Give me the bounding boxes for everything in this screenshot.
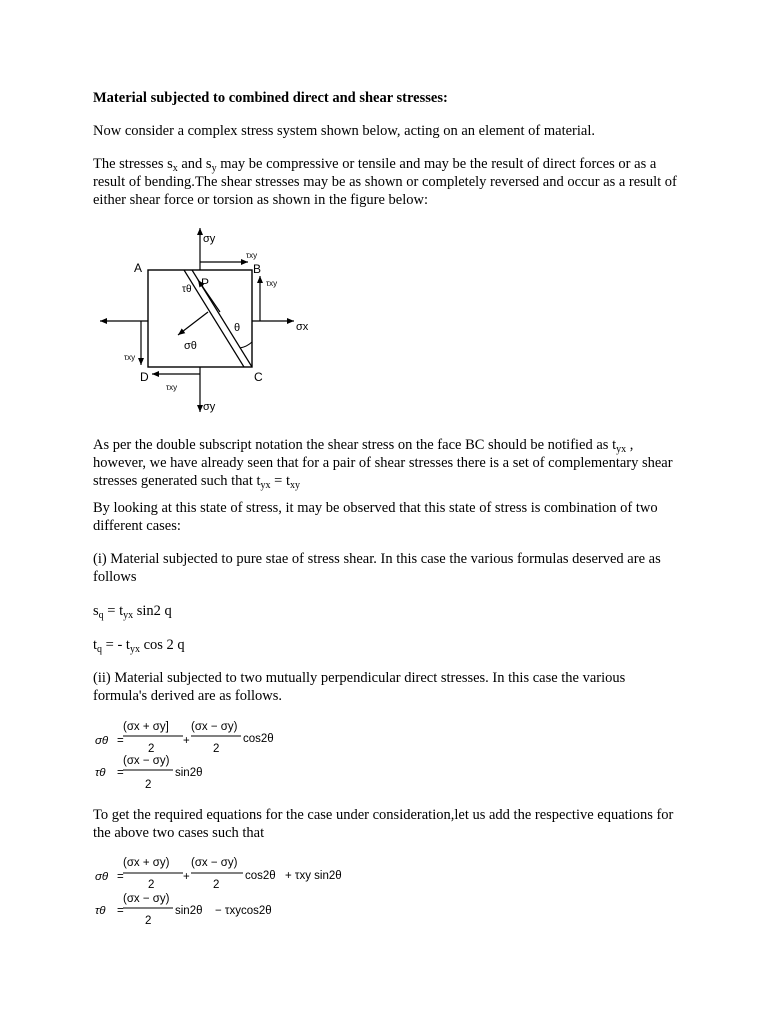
equals-sign: = (117, 905, 124, 917)
denominator: 2 (145, 915, 152, 927)
sigma-theta-symbol: σθ (95, 735, 109, 747)
sigma-theta-label: σθ (184, 340, 197, 352)
plus-sign: + (183, 735, 190, 747)
tau-xy-sin-term: + τxy sin2θ (285, 870, 342, 882)
stresses-paragraph: The stresses $s_x$ and $s_y$ may be compressive or tensile and may be the result of direct forces or as a result of bending.The shear stresses may be as shown or completely reversed and occur as a result of either shear force or torsion as shown in the figure below: (93, 156, 677, 208)
section-heading: Material subjected to combined direct and shear stresses: (93, 90, 448, 106)
tau-xy-cos-term: − τxycos2θ (215, 905, 272, 917)
theta-label: θ (234, 322, 241, 334)
plus-sign: + (183, 871, 190, 883)
numerator-sum: (σx + σy] (123, 721, 169, 733)
combination-paragraph: By looking at this state of stress, it may be observed that this state of stress is combination of two different cases: (93, 500, 658, 534)
tau-theta-label: τθ (182, 284, 192, 295)
formula-block-case-ii (93, 712, 353, 794)
sigma-q-equation: $s_q = t_{yx}$ sin2 q (93, 603, 172, 621)
equals-sign: = (117, 871, 124, 883)
point-p-label: P (201, 276, 210, 290)
cos2theta-term: cos2θ (245, 870, 276, 882)
numerator-diff: (σx − σy) (123, 893, 170, 905)
equals-sign: = (117, 767, 124, 779)
notation-paragraph: As per the double subscript notation the shear stress on the face BC should be notified as $t_{yx}$ , however, we have already seen that for a pair of shear stresses there is a set of complementary shear stresses generated such that $t_{yx} = t_{xy}$ (93, 437, 673, 491)
cos2theta-term: cos2θ (243, 733, 274, 745)
sin2theta-term: sin2θ (175, 905, 203, 917)
stress-element-figure (90, 222, 330, 418)
equals-sign: = (117, 735, 124, 747)
intro-paragraph: Now consider a complex stress system shown below, acting on an element of material. (93, 123, 595, 139)
tau-xy-top-label: τxy (246, 251, 258, 260)
numerator-diff: (σx − σy) (191, 721, 238, 733)
corner-d-label: D (140, 370, 149, 384)
tau-q-equation: $t_q$ = - $t_{yx}$ cos 2 q (93, 637, 185, 655)
denominator: 2 (213, 743, 220, 755)
sin2theta-term: sin2θ (175, 767, 203, 779)
corner-c-label: C (254, 370, 263, 384)
combine-paragraph: To get the required equations for the case under consideration,let us add the respective equations for the above two cases such that (93, 807, 674, 841)
sigma-y-bottom-label: σy (203, 401, 216, 413)
denominator: 2 (145, 779, 152, 791)
denominator: 2 (213, 879, 220, 891)
numerator-diff: (σx − σy) (191, 857, 238, 869)
tau-xy-right-label: τxy (266, 279, 278, 288)
corner-b-label: B (253, 262, 262, 276)
numerator-diff: (σx − σy) (123, 755, 170, 767)
formula-block-combined (93, 852, 413, 934)
tau-theta-symbol: τθ (95, 767, 106, 779)
case-ii-paragraph: (ii) Material subjected to two mutually perpendicular direct stresses. In this case the various formula's derived are as follows. (93, 670, 626, 704)
denominator: 2 (148, 743, 155, 755)
tau-xy-left-label: τxy (124, 353, 136, 362)
tau-theta-symbol: τθ (95, 905, 106, 917)
tau-xy-bottom-label: τxy (166, 383, 178, 392)
case-i-paragraph: (i) Material subjected to pure stae of stress shear. In this case the various formulas deserved are as follows (93, 551, 661, 585)
sigma-x-label: σx (296, 321, 309, 333)
numerator-sum: (σx + σy) (123, 857, 170, 869)
denominator: 2 (148, 879, 155, 891)
corner-a-label: A (134, 261, 143, 275)
sigma-theta-symbol: σθ (95, 871, 109, 883)
sigma-y-top-label: σy (203, 233, 216, 245)
